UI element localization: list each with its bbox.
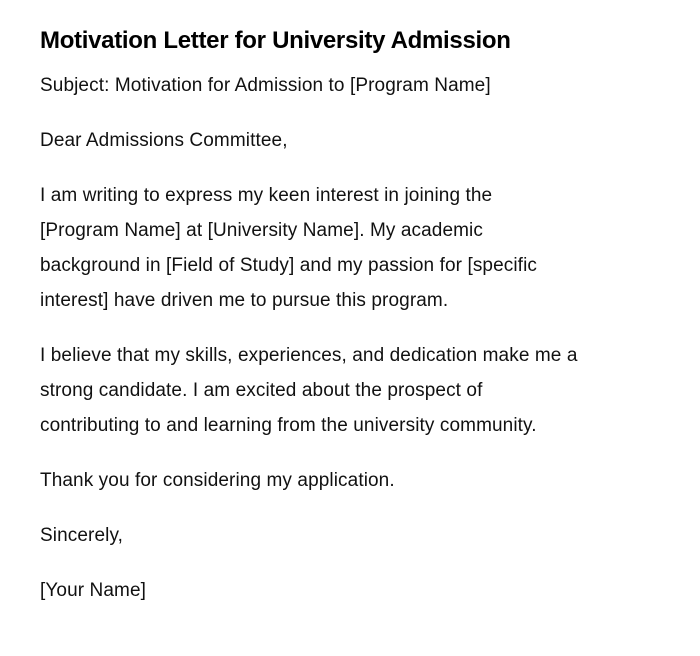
document-title: Motivation Letter for University Admission bbox=[40, 27, 511, 54]
body-paragraph-candidacy bbox=[40, 338, 660, 443]
letter-document bbox=[40, 24, 660, 628]
signature: [Your Name] bbox=[40, 580, 147, 601]
subject-line: Subject: Motivation for Admission to [Program Name] bbox=[40, 75, 491, 96]
paragraph-line: contributing to and learning from the university community. bbox=[40, 415, 537, 436]
paragraph-line: I believe that my skills, experiences, and dedication make me a bbox=[40, 345, 578, 366]
paragraph-line: I am writing to express my keen interest in joining the bbox=[40, 185, 493, 206]
salutation: Dear Admissions Committee, bbox=[40, 130, 288, 151]
paragraph-line: [Program Name] at [University Name]. My academic bbox=[40, 220, 483, 241]
body-paragraph-interest bbox=[40, 178, 660, 318]
paragraph-line: strong candidate. I am excited about the prospect of bbox=[40, 380, 483, 401]
paragraph-line: interest] have driven me to pursue this program. bbox=[40, 290, 449, 311]
thanks-line: Thank you for considering my application. bbox=[40, 470, 395, 491]
closing: Sincerely, bbox=[40, 525, 124, 546]
paragraph-line: background in [Field of Study] and my passion for [specific bbox=[40, 255, 537, 276]
